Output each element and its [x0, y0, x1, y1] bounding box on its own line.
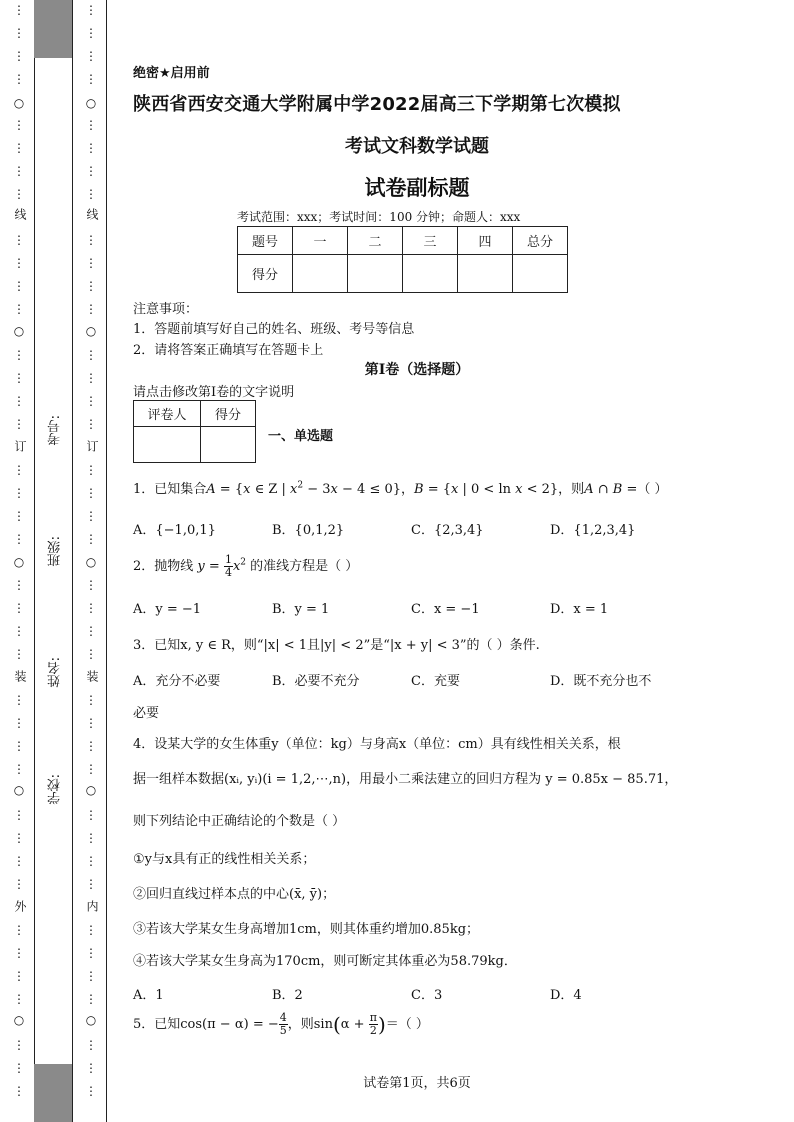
inner-dot-mark: ⋮ [85, 509, 97, 523]
outer-dot-mark: ⋮ [13, 762, 25, 776]
score-cell[interactable] [348, 255, 403, 293]
inner-dot-mark: ⋮ [85, 417, 97, 431]
q3-option-d-wrap: 必要 [133, 706, 160, 721]
question-2-stem: 2．抛物线 y = $\frac{1}{4}$ $x^2$ 的准线方程是（ ） [133, 553, 359, 579]
q2-stem-part: 2．抛物线 [133, 559, 194, 574]
inner-dot-mark: ⋮ [85, 302, 97, 316]
outer-dot-mark: ⋮ [13, 877, 25, 891]
outer-dot-mark: ⋮ [13, 233, 25, 247]
inner-dot-mark: ⋮ [85, 739, 97, 753]
inner-dot-mark: ⋮ [85, 624, 97, 638]
outer-dot-mark: ⋮ [13, 141, 25, 155]
outer-dot-mark: ⋮ [13, 187, 25, 201]
outer-dot-mark: ⋮ [13, 647, 25, 661]
q4-statement: ③若该大学某女生身高增加1cm，则其体重约增加0.85kg； [133, 922, 480, 937]
inner-binding-label: 装 [85, 670, 99, 682]
q5-stem-part: 5．已知 [133, 1017, 181, 1032]
q1-option-a[interactable]: A．{−1,0,1} [133, 523, 216, 538]
q2-stem-part: 的准线方程是（ ） [250, 559, 359, 574]
question-5-stem: 5．已知cos(π − α) = − $\frac{4}{5}$ ，则sin(α + $\frac{\pi}{2}$ )＝（ ） [133, 1011, 429, 1037]
q1-option-d[interactable]: D．{1,2,3,4} [550, 523, 636, 538]
outer-circle-mark: ○ [13, 783, 25, 797]
inner-dot-mark: ⋮ [85, 969, 97, 983]
student-field-class: 班级: [48, 536, 63, 567]
inner-circle-mark: ○ [85, 555, 97, 569]
inner-dot-mark: ⋮ [85, 256, 97, 270]
inner-dot-mark: ⋮ [85, 118, 97, 132]
outer-dot-mark: ⋮ [13, 486, 25, 500]
outer-circle-mark: ○ [13, 324, 25, 338]
outer-dot-mark: ⋮ [13, 578, 25, 592]
score-header-cell: 一 [293, 227, 348, 255]
inner-dot-mark: ⋮ [85, 164, 97, 178]
q4-option-b[interactable]: B．2 [272, 988, 303, 1003]
outer-dot-mark: ⋮ [13, 969, 25, 983]
inner-dot-mark: ⋮ [85, 854, 97, 868]
outer-dot-mark: ⋮ [13, 601, 25, 615]
q3-option-a[interactable]: A．充分不必要 [133, 674, 221, 689]
outer-dot-mark: ⋮ [13, 26, 25, 40]
q2-option-a[interactable]: A．y = −1 [133, 602, 202, 617]
outer-dot-mark: ⋮ [13, 946, 25, 960]
score-cell[interactable] [403, 255, 458, 293]
q2-option-c[interactable]: C．x = −1 [411, 602, 480, 617]
q2-option-b[interactable]: B．y = 1 [272, 602, 330, 617]
q1-stem-part: 1．已知集合 [133, 482, 207, 497]
score-header-cell: 总分 [513, 227, 568, 255]
q5-stem-part: ，则 [287, 1017, 314, 1032]
outer-dot-mark: ⋮ [13, 463, 25, 477]
question-1-stem: 1．已知集合A = {x ∈ Z | $x^2 - 3x - 4 \le 0$}，B = {x | 0 < ln x < 2}，则A ∩ B =（ ） [133, 480, 668, 497]
inner-dot-mark: ⋮ [85, 3, 97, 17]
inner-dot-mark: ⋮ [85, 992, 97, 1006]
inner-dot-mark: ⋮ [85, 187, 97, 201]
q4-statement: ①y与x具有正的线性相关关系； [133, 852, 316, 867]
grader-cell[interactable] [201, 427, 256, 463]
inner-dot-mark: ⋮ [85, 49, 97, 63]
outer-binding-label: 外 [13, 900, 27, 912]
outer-dot-mark: ⋮ [13, 49, 25, 63]
outer-binding-label: 订 [13, 440, 27, 452]
q4-statement: ②回归直线过样本点的中心(x̄, ȳ)； [133, 887, 336, 902]
inner-binding-label: 线 [85, 208, 99, 220]
student-field-name: 姓名: [48, 657, 63, 688]
grader-header-cell: 得分 [201, 401, 256, 427]
inner-dot-mark: ⋮ [85, 348, 97, 362]
grader-table [133, 400, 256, 463]
outer-dot-mark: ⋮ [13, 532, 25, 546]
inner-dot-mark: ⋮ [85, 601, 97, 615]
inner-dot-mark: ⋮ [85, 532, 97, 546]
outer-binding-label: 线 [13, 208, 27, 220]
grader-cell[interactable] [134, 427, 201, 463]
question-4-line3: 则下列结论中正确结论的个数是（ ） [133, 814, 346, 829]
secret-mark: 绝密★启用前 [133, 66, 210, 81]
score-header-cell: 四 [458, 227, 513, 255]
outer-dot-mark: ⋮ [13, 854, 25, 868]
q1-option-b[interactable]: B．{0,1,2} [272, 523, 345, 538]
exam-subtitle: 试卷副标题 [364, 176, 470, 200]
inner-dot-mark: ⋮ [85, 279, 97, 293]
outer-dot-mark: ⋮ [13, 693, 25, 707]
q3-option-b[interactable]: B．必要不充分 [272, 674, 360, 689]
score-header-cell: 二 [348, 227, 403, 255]
inner-dot-mark: ⋮ [85, 877, 97, 891]
inner-circle-mark: ○ [85, 783, 97, 797]
outer-dot-mark: ⋮ [13, 279, 25, 293]
inner-dot-mark: ⋮ [85, 394, 97, 408]
score-header-cell: 三 [403, 227, 458, 255]
margin-outer-line-right [72, 0, 73, 1122]
inner-dot-mark: ⋮ [85, 371, 97, 385]
inner-dot-mark: ⋮ [85, 647, 97, 661]
inner-binding-label: 内 [85, 900, 99, 912]
outer-dot-mark: ⋮ [13, 739, 25, 753]
score-row-label: 得分 [238, 255, 293, 293]
outer-dot-mark: ⋮ [13, 831, 25, 845]
outer-dot-mark: ⋮ [13, 348, 25, 362]
inner-dot-mark: ⋮ [85, 486, 97, 500]
outer-dot-mark: ⋮ [13, 923, 25, 937]
section-title: 第I卷（选择题） [364, 362, 470, 378]
exam-info: 考试范围：xxx；考试时间：100 分钟；命题人：xxx [237, 210, 521, 224]
outer-dot-mark: ⋮ [13, 417, 25, 431]
question-4-line1: 4．设某大学的女生体重y（单位：kg）与身高x（单位：cm）具有线性相关关系，根 [133, 737, 621, 752]
student-field-school: 学校: [48, 774, 63, 805]
outer-dot-mark: ⋮ [13, 509, 25, 523]
inner-dot-mark: ⋮ [85, 1061, 97, 1075]
outer-dot-mark: ⋮ [13, 1084, 25, 1098]
inner-circle-mark: ○ [85, 96, 97, 110]
inner-dot-mark: ⋮ [85, 693, 97, 707]
outer-dot-mark: ⋮ [13, 992, 25, 1006]
inner-dot-mark: ⋮ [85, 946, 97, 960]
inner-circle-mark: ○ [85, 1013, 97, 1027]
inner-dot-mark: ⋮ [85, 141, 97, 155]
outer-dot-mark: ⋮ [13, 716, 25, 730]
question-4-line2: 据一组样本数据(xᵢ, yᵢ)(i = 1,2,⋯,n)，用最小二乘法建立的回归方程为 y = 0.85x − 85.71， [133, 772, 678, 787]
fraction-four-fifths: $\frac{4}{5}$ [279, 1011, 287, 1037]
inner-circle-mark: ○ [85, 324, 97, 338]
outer-circle-mark: ○ [13, 1013, 25, 1027]
outer-dot-mark: ⋮ [13, 164, 25, 178]
outer-dot-mark: ⋮ [13, 3, 25, 17]
q1-stem-part: ，则 [558, 482, 585, 497]
margin-grey-block-top [34, 0, 72, 58]
inner-dot-mark: ⋮ [85, 1038, 97, 1052]
inner-dot-mark: ⋮ [85, 762, 97, 776]
inner-dot-mark: ⋮ [85, 233, 97, 247]
inner-dot-mark: ⋮ [85, 923, 97, 937]
margin-outer-line-left [34, 0, 35, 1122]
outer-binding-label: 装 [13, 670, 27, 682]
outer-dot-mark: ⋮ [13, 1061, 25, 1075]
outer-dot-mark: ⋮ [13, 808, 25, 822]
question-3-stem: 3．已知x, y ∈ R，则“|x| < 1且|y| < 2”是“|x + y| < 3”的（ ）条件. [133, 638, 540, 653]
inner-dot-mark: ⋮ [85, 716, 97, 730]
fraction-pi-half: $\frac{\pi}{2}$ [369, 1011, 377, 1037]
grader-header-cell: 评卷人 [134, 401, 201, 427]
margin-inner-line [106, 0, 107, 1122]
notes-item: 2．请将答案正确填写在答题卡上 [133, 343, 324, 358]
outer-circle-mark: ○ [13, 555, 25, 569]
outer-dot-mark: ⋮ [13, 72, 25, 86]
outer-circle-mark: ○ [13, 96, 25, 110]
notes-heading: 注意事项： [133, 302, 199, 317]
score-cell[interactable] [458, 255, 513, 293]
q3-option-d[interactable]: D．既不充分也不 [550, 674, 652, 689]
outer-dot-mark: ⋮ [13, 371, 25, 385]
notes-item: 1．答题前填写好自己的姓名、班级、考号等信息 [133, 322, 415, 337]
outer-dot-mark: ⋮ [13, 118, 25, 132]
student-field-exam-number: 考号: [48, 415, 63, 446]
q4-statement: ④若该大学某女生身高为170cm，则可断定其体重必为58.79kg． [133, 954, 517, 969]
q5-stem-part: ＝（ ） [385, 1017, 429, 1032]
inner-dot-mark: ⋮ [85, 72, 97, 86]
inner-dot-mark: ⋮ [85, 1084, 97, 1098]
q4-option-c[interactable]: C．3 [411, 988, 443, 1003]
inner-dot-mark: ⋮ [85, 463, 97, 477]
outer-dot-mark: ⋮ [13, 302, 25, 316]
fraction-one-quarter: $\frac{1}{4}$ [224, 553, 232, 579]
q4-option-d[interactable]: D．4 [550, 988, 582, 1003]
part-title: 一、单选题 [268, 429, 334, 444]
outer-dot-mark: ⋮ [13, 624, 25, 638]
inner-dot-mark: ⋮ [85, 26, 97, 40]
page-footer: 试卷第1页，共6页 [363, 1076, 471, 1091]
outer-dot-mark: ⋮ [13, 1038, 25, 1052]
q1-option-c[interactable]: C．{2,3,4} [411, 523, 484, 538]
q1-stem-part: （ ） [637, 482, 668, 497]
inner-dot-mark: ⋮ [85, 578, 97, 592]
exam-title-line2: 考试文科数学试题 [345, 136, 489, 157]
inner-dot-mark: ⋮ [85, 808, 97, 822]
exam-title-line1: 陕西省西安交通大学附属中学2022届高三下学期第七次模拟 [133, 94, 621, 115]
score-cell[interactable] [513, 255, 568, 293]
score-header-cell: 题号 [238, 227, 293, 255]
score-cell[interactable] [293, 255, 348, 293]
section-description[interactable]: 请点击修改第I卷的文字说明 [133, 385, 295, 400]
outer-dot-mark: ⋮ [13, 256, 25, 270]
q3-option-c[interactable]: C．充要 [411, 674, 460, 689]
inner-dot-mark: ⋮ [85, 831, 97, 845]
q2-option-d[interactable]: D．x = 1 [550, 602, 609, 617]
q4-option-a[interactable]: A．1 [133, 988, 164, 1003]
score-table [237, 226, 568, 293]
inner-binding-label: 订 [85, 440, 99, 452]
outer-dot-mark: ⋮ [13, 394, 25, 408]
